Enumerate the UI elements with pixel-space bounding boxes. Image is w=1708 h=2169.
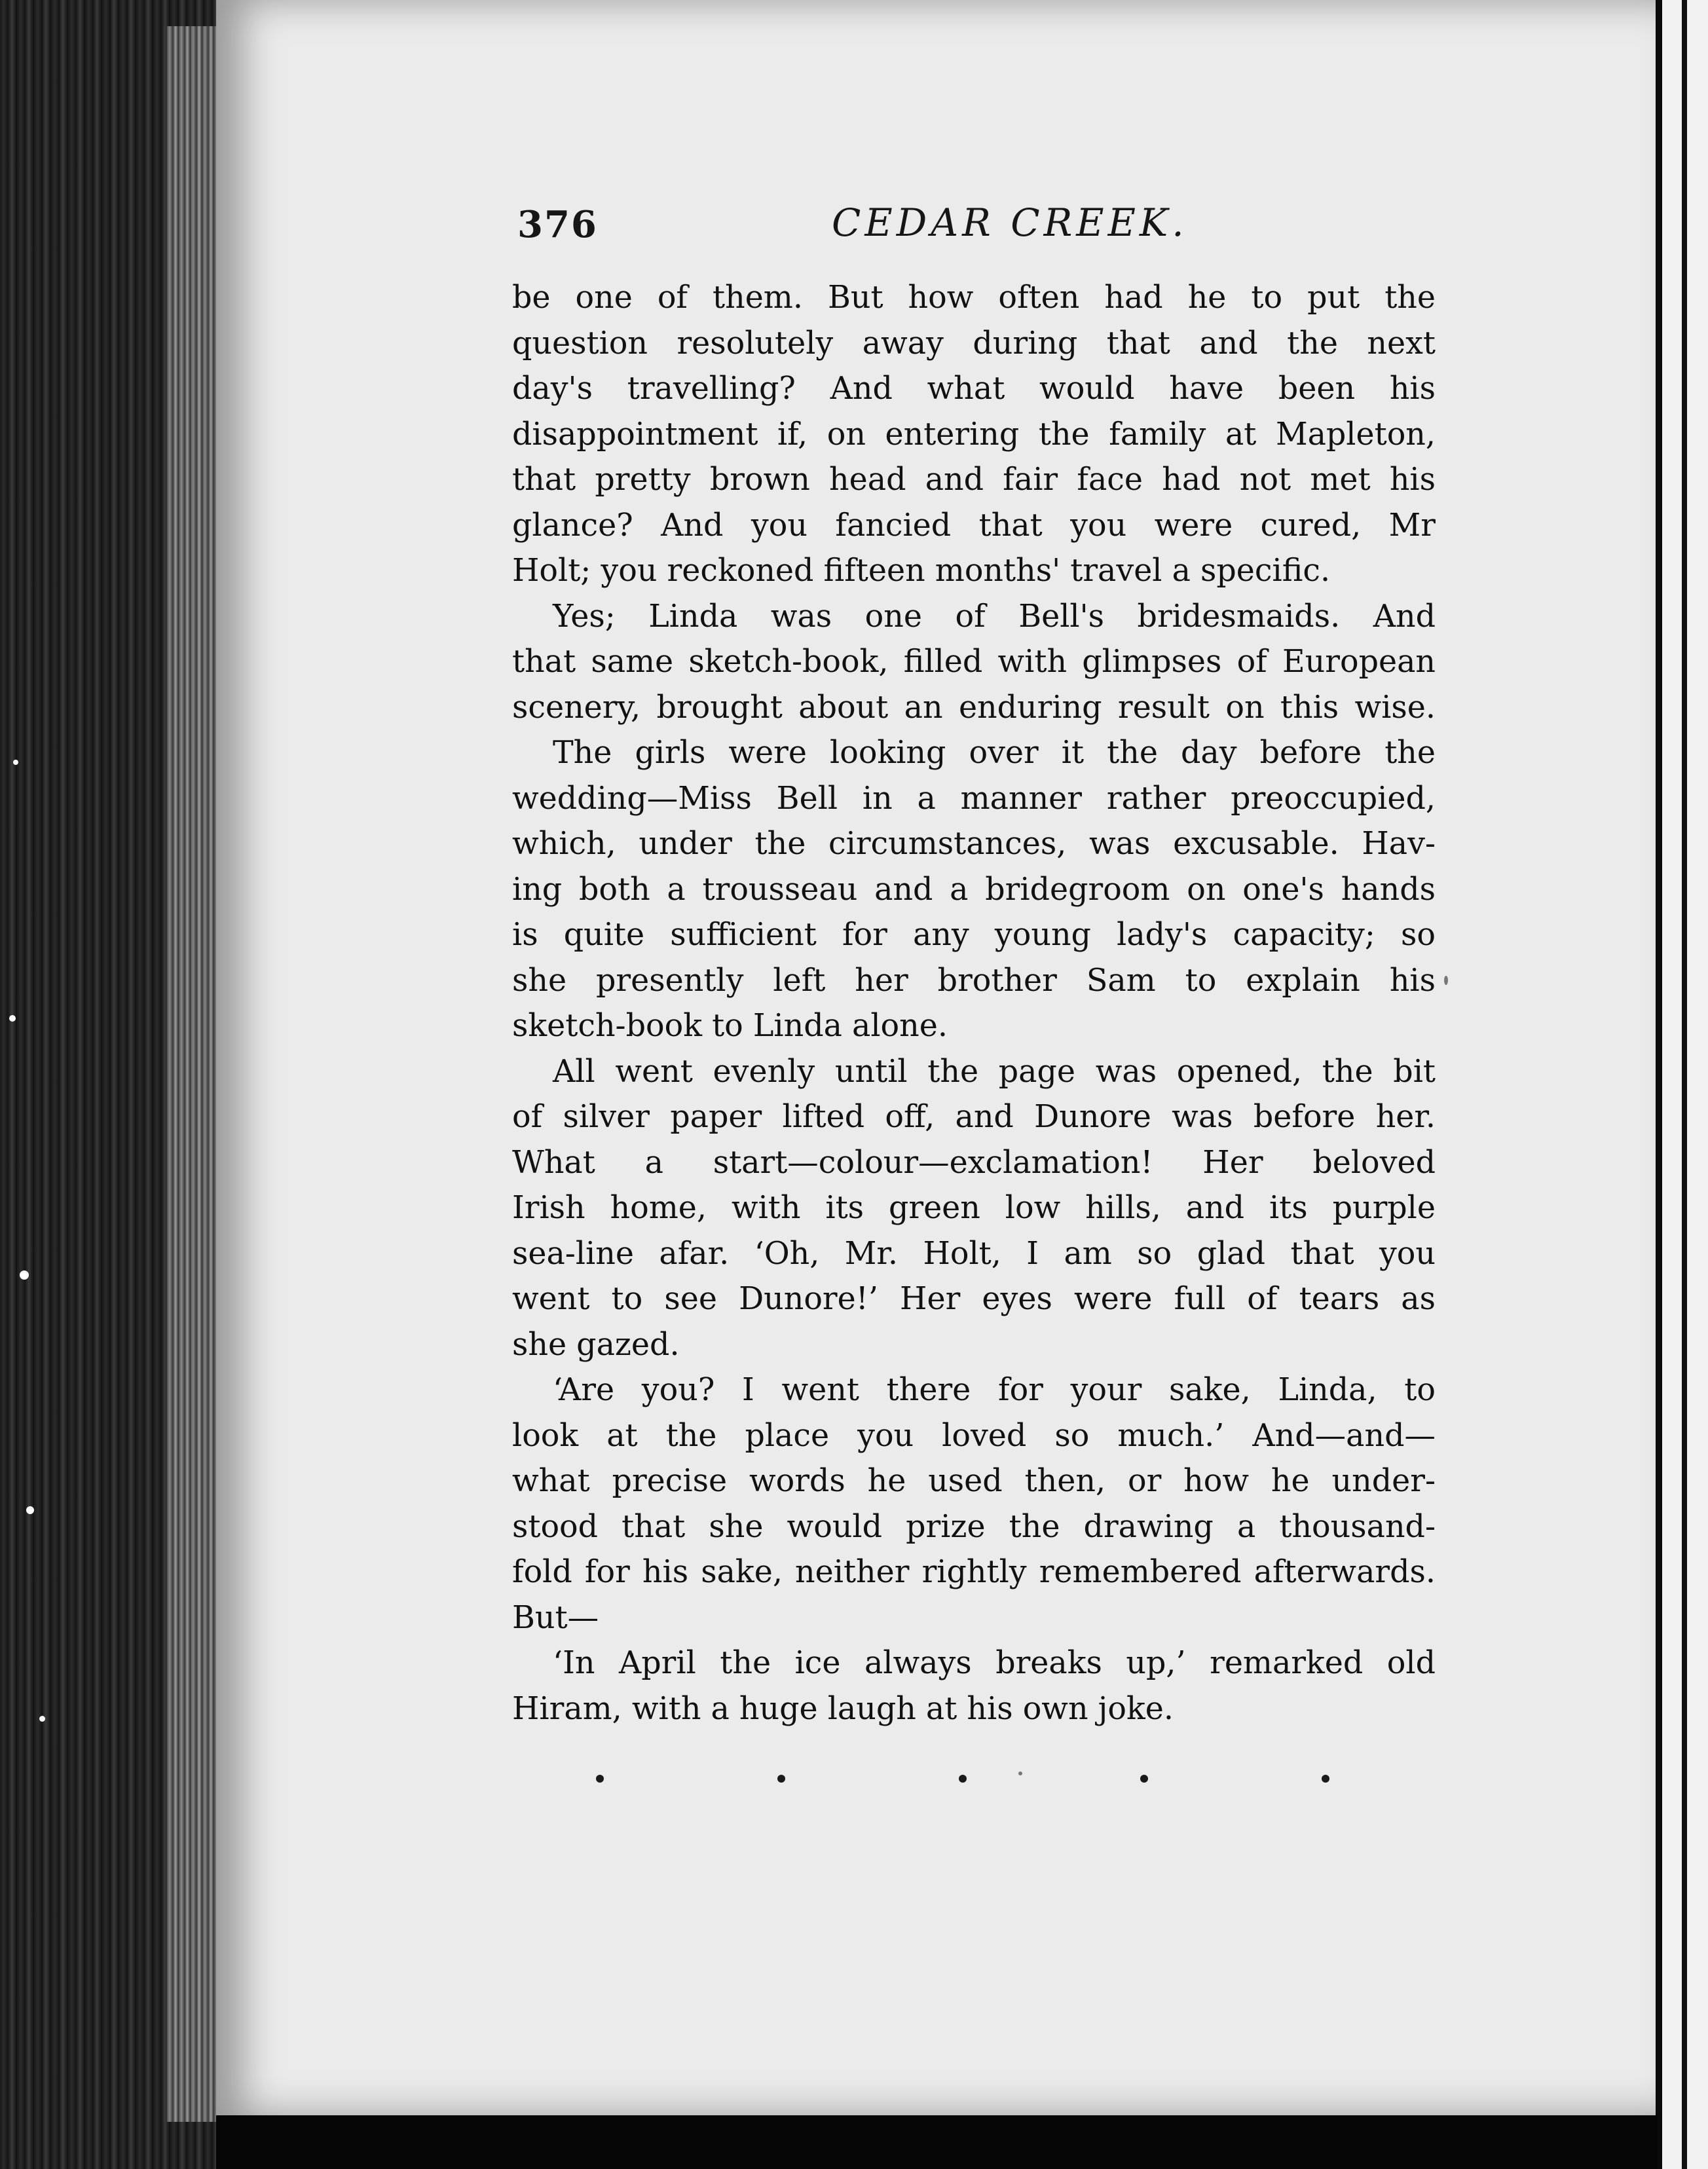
text-line: sketch-book to Linda alone. [512, 1008, 948, 1044]
dust-speck [39, 1716, 45, 1722]
text-line: disappointment if, on entering the family at Mapleton, [512, 416, 1436, 453]
text-line: which, under the circumstances, was excusable. Hav- [512, 826, 1436, 862]
paragraph-4 [512, 1049, 1436, 1368]
text-line: she gazed. [512, 1326, 680, 1363]
text-line: Holt; you reckoned fifteen months' travel a specific. [512, 553, 1331, 589]
dust-speck [1444, 976, 1448, 985]
text-line: is quite sufficient for any young lady's capacity; so [512, 917, 1436, 953]
running-title: CEDAR CREEK. [832, 200, 1188, 245]
text-line: she presently left her brother Sam to explain his [512, 962, 1436, 999]
text-line: Hiram, with a huge laugh at his own joke. [512, 1690, 1174, 1727]
dust-speck [26, 1506, 34, 1514]
text-line: glance? And you fancied that you were cured, Mr [512, 507, 1436, 544]
paragraph-3 [512, 730, 1436, 1049]
running-header [517, 196, 1434, 255]
text-line: sea-line afar. ‘Oh, Mr. Holt, I am so glad that you [512, 1235, 1436, 1272]
text-line: went to see Dunore!’ Her eyes were full of tears as [512, 1281, 1436, 1317]
text-line: ‘Are you? I went there for your sake, Linda, to [553, 1372, 1436, 1408]
scan-bottom-border [216, 2115, 1657, 2169]
dust-speck [13, 760, 18, 765]
paragraph-1 [512, 275, 1436, 594]
ornament-dot [1322, 1775, 1329, 1783]
text-line: day's travelling? And what would have been his [512, 371, 1436, 407]
paragraph-2 [512, 594, 1436, 731]
text-line: be one of them. But how often had he to put the [512, 280, 1436, 316]
text-line: stood that she would prize the drawing a thousand- [512, 1508, 1436, 1545]
text-line: ‘In April the ice always breaks up,’ remarked old [553, 1645, 1436, 1681]
adjacent-page-edge [1656, 0, 1708, 2169]
ornament-dot [596, 1775, 604, 1783]
ornament-dot [959, 1775, 967, 1783]
text-line: question resolutely away during that and the next [512, 325, 1436, 362]
section-break-ornament [596, 1775, 1329, 1788]
dust-speck [20, 1270, 29, 1280]
text-line: what precise words he used then, or how he under- [512, 1463, 1436, 1499]
text-line: ing both a trousseau and a bridegroom on one's hands [512, 871, 1436, 908]
text-line: look at the place you loved so much.’ And—and— [512, 1417, 1436, 1454]
text-line: wedding—Miss Bell in a manner rather preoccupied, [512, 780, 1436, 817]
paragraph-5 [512, 1367, 1436, 1641]
text-line: scenery, brought about an enduring result on this wise. [512, 689, 1436, 726]
text-line: What a start—colour—exclamation! Her beloved [512, 1144, 1436, 1181]
text-line: Yes; Linda was one of Bell's bridesmaids. And [553, 598, 1436, 635]
body-text [512, 275, 1436, 1732]
text-line: The girls were looking over it the day before the [553, 735, 1436, 771]
dust-speck [1018, 1771, 1022, 1775]
paragraph-6 [512, 1641, 1436, 1732]
text-line: Irish home, with its green low hills, and its purple [512, 1190, 1436, 1226]
ornament-dot [1140, 1775, 1148, 1783]
ornament-dot [777, 1775, 785, 1783]
text-line: fold for his sake, neither rightly remembered afterwards. [512, 1554, 1436, 1590]
text-line: of silver paper lifted off, and Dunore was before her. [512, 1099, 1436, 1135]
dust-speck [9, 1015, 16, 1022]
text-line: All went evenly until the page was opened, the bit [553, 1053, 1436, 1090]
text-line: But— [512, 1599, 599, 1636]
text-line: that pretty brown head and fair face had not met his [512, 462, 1436, 498]
text-line: that same sketch-book, filled with glimpses of European [512, 644, 1436, 680]
page-number: 376 [517, 203, 598, 246]
